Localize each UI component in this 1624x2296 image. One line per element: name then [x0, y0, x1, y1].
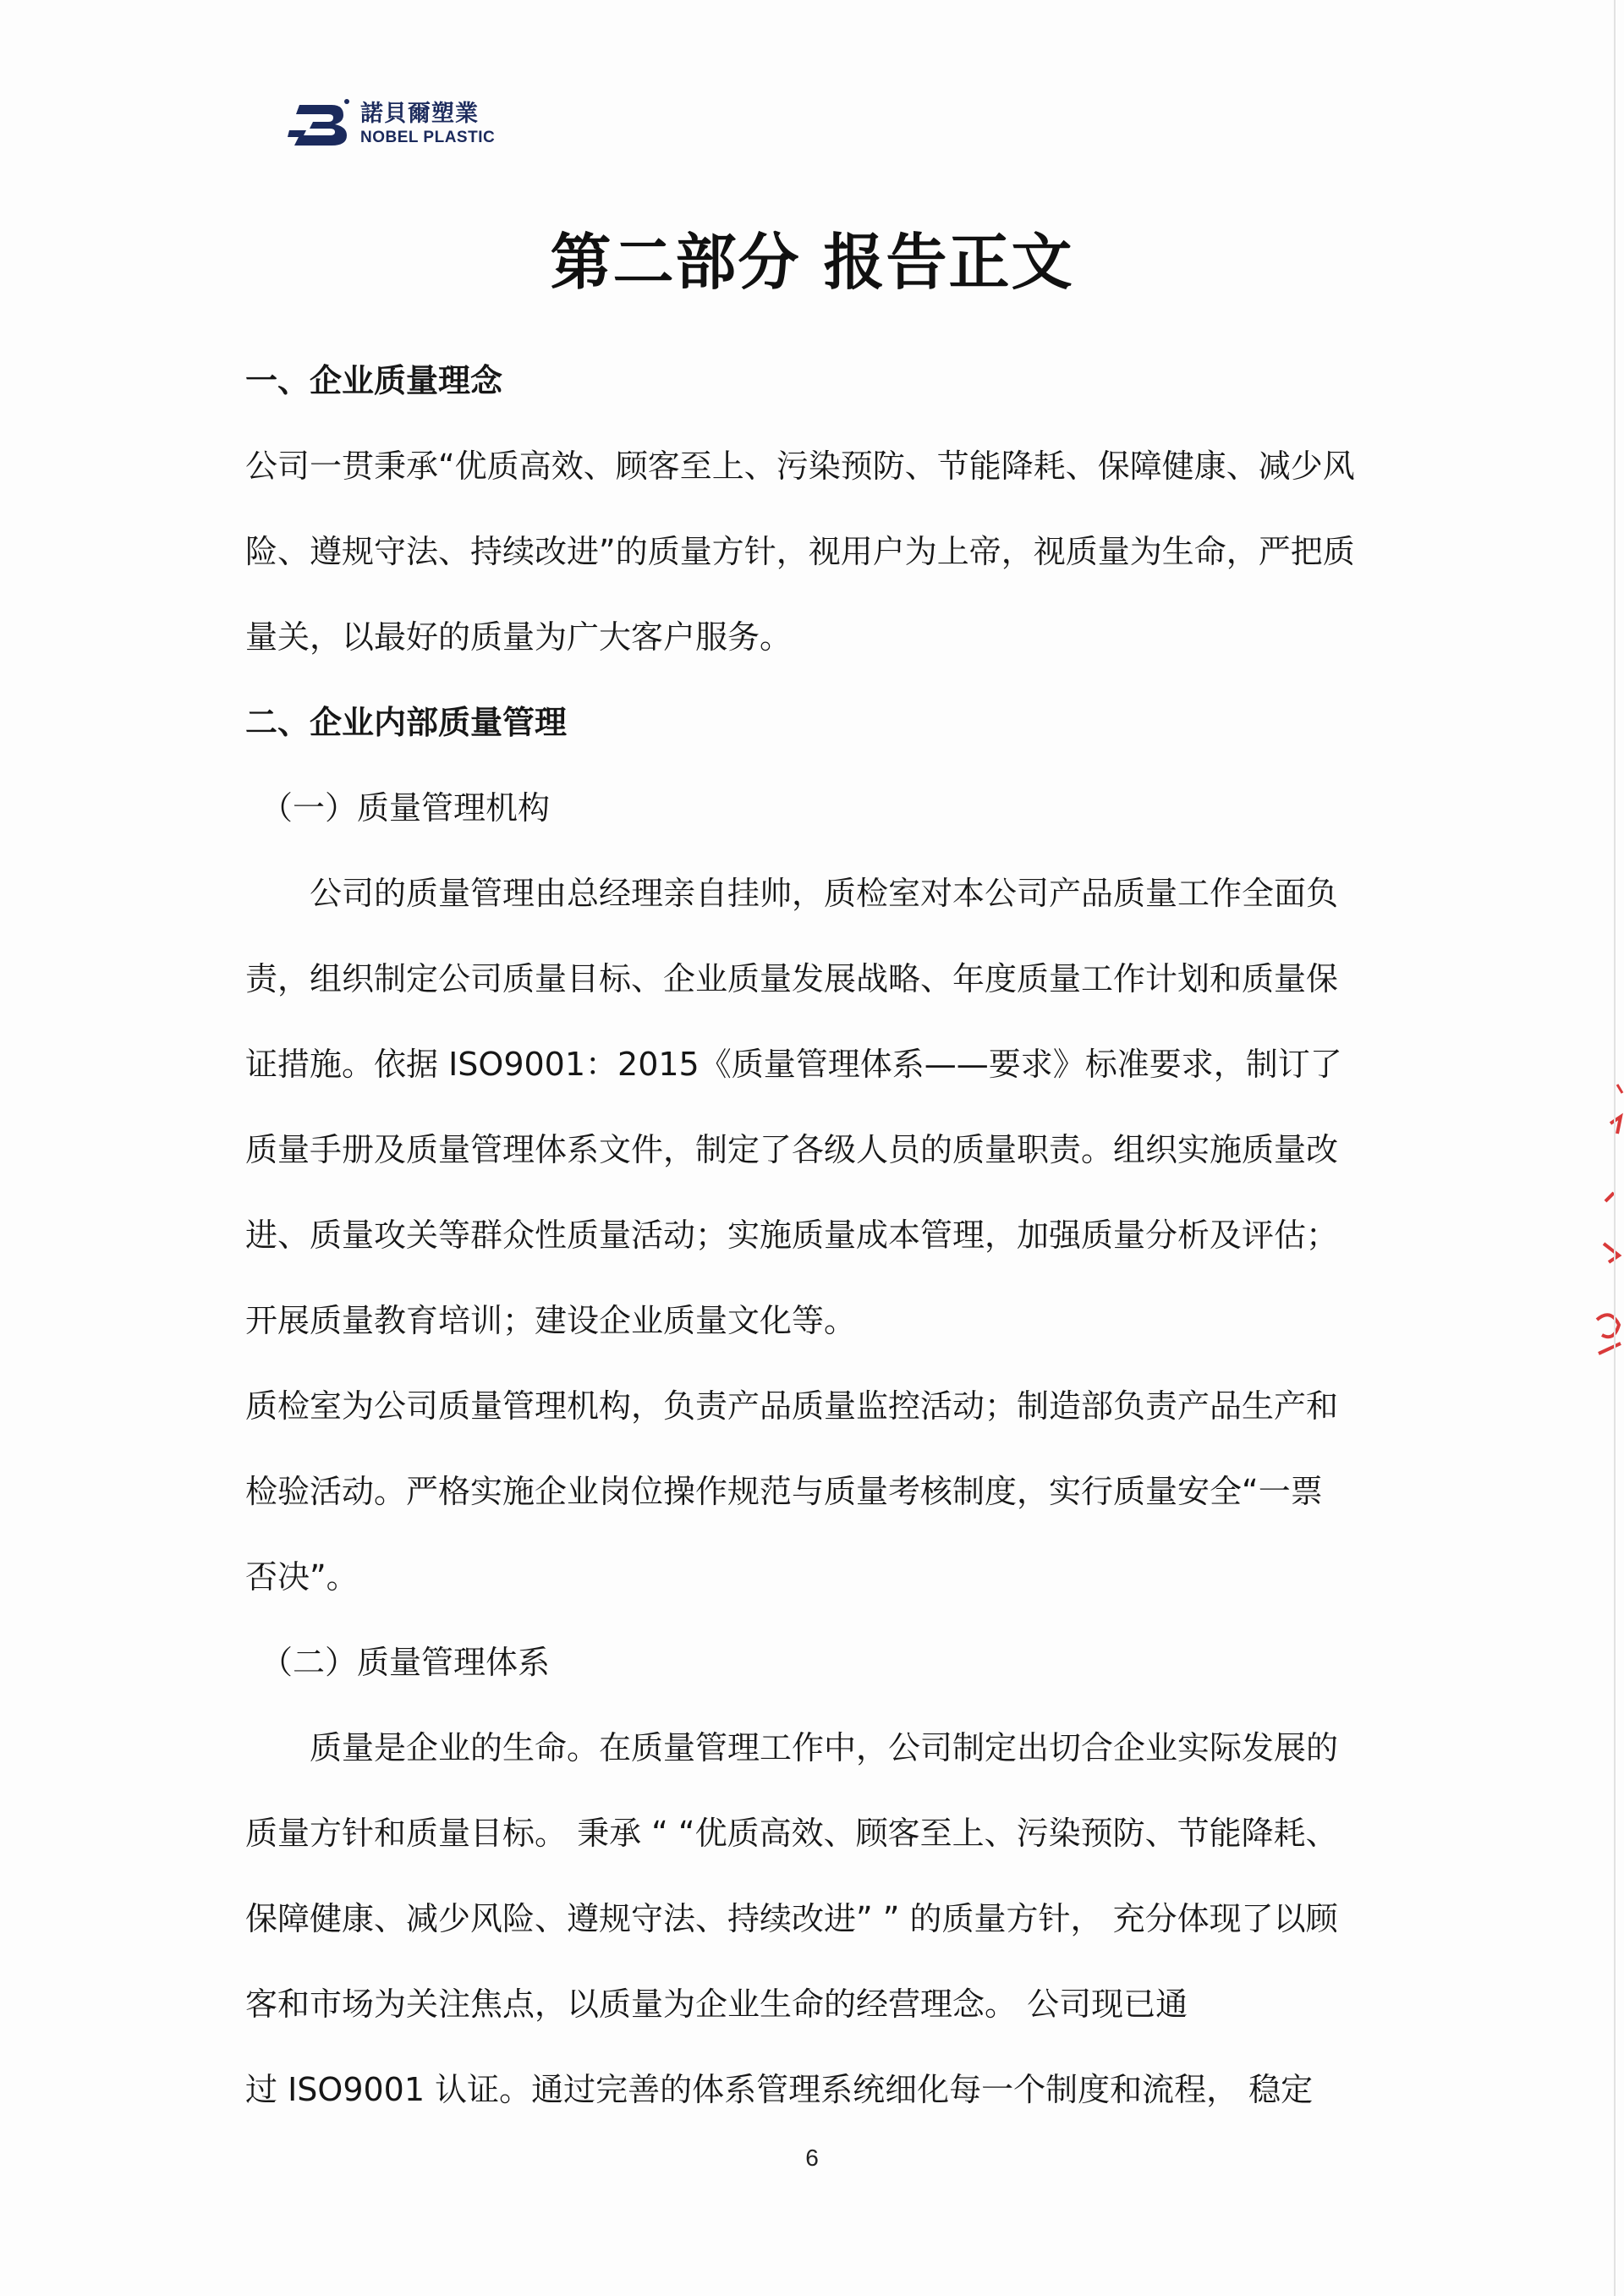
subsection-heading-system: （二）质量管理体系 [261, 1644, 551, 1681]
scan-edge-line [1614, 0, 1616, 2296]
section-heading-quality-philosophy: 一、企业质量理念 [245, 362, 503, 399]
paragraph-line: 否决”。 [245, 1558, 359, 1596]
paragraph-line: 保障健康、减少风险、遵规守法、持续改进” ” 的质量方针， 充分体现了以顾 [245, 1900, 1338, 1937]
document-title: 第二部分 报告正文 [550, 227, 1074, 298]
section-heading-internal-quality-management: 二、企业内部质量管理 [245, 704, 568, 741]
paragraph-line: 质量手册及质量管理体系文件，制定了各级人员的质量职责。组织实施质量改 [245, 1131, 1339, 1168]
red-seal-fragment-icon [1580, 1074, 1624, 1430]
document-body [245, 338, 1396, 2133]
paragraph-line: 险、遵规守法、持续改进”的质量方针，视用户为上帝，视质量为生命，严把质 [245, 533, 1355, 570]
paragraph-line: 公司一贯秉承“优质高效、顾客至上、污染预防、节能降耗、保障健康、减少风 [245, 448, 1355, 485]
paragraph-line: 质量方针和质量目标。 秉承 “ “优质高效、顾客至上、污染预防、节能降耗、 [245, 1815, 1338, 1852]
paragraph-line: 质量是企业的生命。在质量管理工作中，公司制定出切合企业实际发展的 [310, 1729, 1339, 1766]
paragraph-line: 量关，以最好的质量为广大客户服务。 [245, 618, 793, 656]
paragraph-line: 客和市场为关注焦点，以质量为企业生命的经营理念。 公司现已通 [245, 1986, 1188, 2023]
nobel-logo-icon [288, 96, 352, 152]
paragraph-line: 开展质量教育培训；建设企业质量文化等。 [245, 1302, 857, 1339]
paragraph-line: 过 ISO9001 认证。通过完善的体系管理系统细化每一个制度和流程， 稳定 [245, 2071, 1314, 2108]
logo-chinese-name: 諾貝爾塑業 [360, 101, 479, 127]
paragraph-line: 责，组织制定公司质量目标、企业质量发展战略、年度质量工作计划和质量保 [245, 960, 1339, 997]
paragraph-line: 质检室为公司质量管理机构，负责产品质量监控活动；制造部负责产品生产和 [245, 1387, 1339, 1425]
page-number: 6 [805, 2145, 819, 2171]
paragraph-line: 检验活动。严格实施企业岗位操作规范与质量考核制度，实行质量安全“一票 [245, 1473, 1323, 1510]
paragraph-line: 进、质量攻关等群众性质量活动；实施质量成本管理，加强质量分析及评估； [245, 1217, 1339, 1254]
paragraph-line: 公司的质量管理由总经理亲自挂帅，质检室对本公司产品质量工作全面负 [310, 875, 1339, 912]
company-logo [288, 95, 495, 154]
logo-text [360, 101, 495, 148]
logo-english-name: NOBEL PLASTIC [360, 129, 496, 146]
paragraph-line: 证措施。依据 ISO9001：2015《质量管理体系——要求》标准要求，制订了 [245, 1046, 1342, 1083]
subsection-heading-organization: （一）质量管理机构 [261, 789, 551, 827]
